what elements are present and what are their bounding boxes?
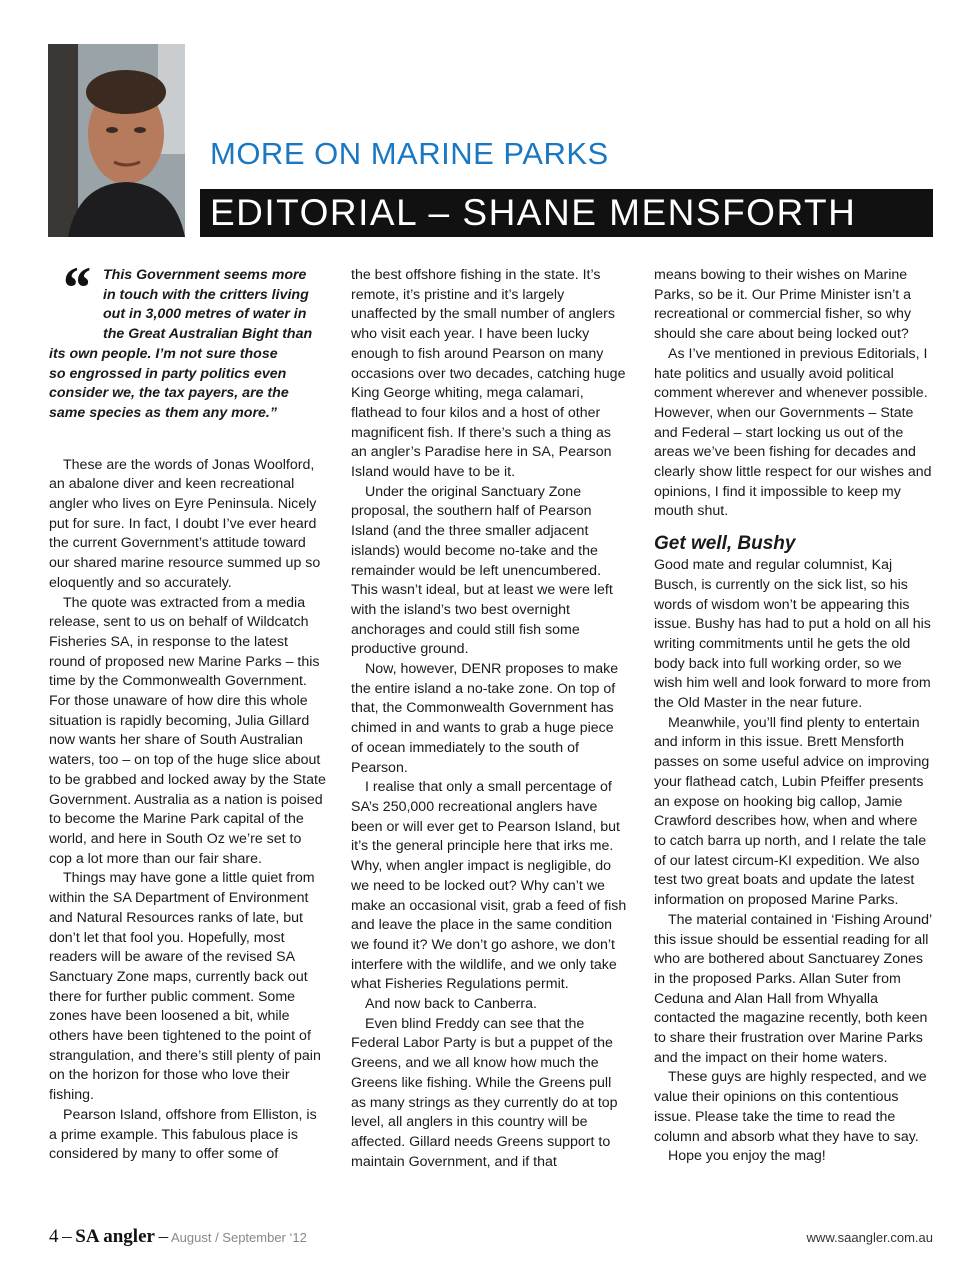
paragraph: And now back to Canberra.: [365, 996, 537, 1013]
pull-quote-line: in touch with the critters living: [103, 286, 309, 303]
website-link[interactable]: www.saangler.com.au: [806, 1230, 933, 1245]
paragraph: As I’ve mentioned in previous Editorials, I hate politics and usually avoid political comment wherever and whenever possible. However, when our Governments – State and Federal – start locking us out of the areas we’ve been fishing for decades and clearly show little respect for our wishes and opinions, I find it impossible to keep my mouth shut.: [654, 345, 932, 520]
pull-quote-line: the Great Australian Bight than: [103, 326, 313, 343]
issue-date: August / September ‘12: [170, 1230, 307, 1245]
paragraph: These are the words of Jonas Woolford, an abalone diver and keen recreational angler who lives on Eyre Peninsula. Nicely put for sure. In fact, I doubt I’ve ever heard the current Government’s attitude toward our shared marine resource summed up so eloquently and so accurately.: [49, 456, 321, 591]
paragraph: Even blind Freddy can see that the Federal Labor Party is but a puppet of the Greens, and we all know how much the Greens like fishing. While the Greens pull as many strings as they currently do at top level, all anglers in this country will be affected. Gillard needs Greens support to maintain Government, and if that: [351, 1015, 618, 1170]
footer-separator: –: [158, 1226, 169, 1247]
paragraph: Pearson Island, offshore from Elliston, is a prime example. This fabulous place is considered by many to offer some of: [49, 1106, 317, 1163]
pull-quote-line: its own people. I’m not sure those: [49, 345, 278, 362]
paragraph: I realise that only a small percentage of SA’s 250,000 recreational anglers have been or will ever get to Pearson Island, but it’s the general principle here that irks me. Why, when angler impact is negligible, do we need to be locked out? Why can’t we make an occasional visit, grab a feed of fish and leave the place in the same condition we found it? We don’t go ashore, we don’t interfere with the wildlife, and we only take what Fisheries Regulations permit.: [351, 779, 627, 993]
paragraph: Good mate and regular columnist, Kaj Busch, is currently on the sick list, so his words of wisdom won’t be appearing this issue. Bushy has had to put a hold on all his writing commitments until he gets the old body back into full working order, so we wish him well and look forward to more from the Old Master in the near future.: [654, 557, 931, 712]
paragraph: Meanwhile, you’ll find plenty to entertain and inform in this issue. Brett Mensforth passes on some useful advice on improving your flathead catch, Lubin Pfeiffer presents an expose on hooking big callop, Jamie Crawford describes how, when and where to catch barra up north, and I relate the tale of our latest circum-KI expedition. We also test two great boats and update the latest information on proposed Marine Parks.: [654, 714, 930, 909]
paragraph: the best offshore fishing in the state. It’s remote, it’s pristine and it’s largely unaffected by the small number of anglers who visit each year. I have been lucky enough to fish around Pearson on many occasions over two decades, catching huge King George whiting, mega calamari, flathead to four kilos and a host of other magnificent fish. If there’s such a thing as an angler’s Paradise here in SA, Pearson Island would have to be it.: [351, 267, 626, 481]
column-3: [654, 266, 932, 1167]
author-photo: [48, 44, 185, 237]
pull-quote-line: so engrossed in party politics even: [49, 365, 287, 382]
footer-left: [49, 1226, 307, 1248]
page-title: EDITORIAL – SHANE MENSFORTH: [200, 189, 933, 237]
paragraph: Under the original Sanctuary Zone proposal, the southern half of Pearson Island (and the three smaller adjacent islands) would become no-take and the remainder would be left unencumbered. This wasn’t ideal, but at least we were left with the island’s two best overnight anchorages and could still fish some productive ground.: [351, 483, 613, 658]
page-number: 4: [49, 1226, 59, 1247]
pull-quote-line: This Government seems more: [103, 267, 307, 283]
paragraph: These guys are highly respected, and we value their opinions on this contentious issue. Please take the time to read the column and absorb what they have to say.: [654, 1069, 927, 1145]
page-footer: [49, 1226, 933, 1248]
quote-mark: “: [60, 255, 90, 321]
column-2: [351, 266, 629, 1172]
paragraph: Hope you enjoy the mag!: [668, 1148, 826, 1165]
pull-quote-line: out in 3,000 metres of water in: [103, 306, 307, 323]
paragraph: Things may have gone a little quiet from within the SA Department of Environment and Natural Resources ranks of late, but don’t let that fool you. Hopefully, most readers will be aware of the revised SA Sanctuary Zone maps, currently back out there for further public comment. Some zones have been loosened a bit, while others have been tightened to the point of strangulation, and there’s still plenty of pain on the horizon for those who love their fishing.: [49, 870, 321, 1104]
subheading: Get well, Bushy: [654, 533, 796, 555]
pull-quote: [49, 266, 327, 424]
paragraph: means bowing to their wishes on Marine Parks, so be it. Our Prime Minister isn’t a recreational or commercial fisher, so why should she care about being locked out?: [654, 267, 912, 343]
column-1: [49, 266, 327, 1165]
paragraph: The quote was extracted from a media release, sent to us on behalf of Wildcatch Fisheries SA, in response to the latest round of proposed new Marine Parks – this time by the Commonwealth Government. For those unaware of how dire this whole situation is rapidly becoming, Julia Gillard now wants her share of South Australian waters, too – on top of the huge slice about to be grabbed and locked away by the State Government. Australia as a nation is poised to become the Marine Park capital of the world, and here in South Oz we’re set to cop a lot more than our fair share.: [49, 594, 326, 867]
section-kicker: MORE ON MARINE PARKS: [210, 136, 609, 171]
pull-quote-line: consider we, the tax payers, are the: [49, 385, 289, 402]
magazine-name: SA angler: [75, 1226, 155, 1247]
paragraph: Now, however, DENR proposes to make the entire island a no-take zone. On top of that, the Commonwealth Government has chimed in and wants to grab a huge piece of ocean immediately to the south of Pearson.: [351, 661, 619, 776]
pull-quote-line: same species as them any more.”: [49, 404, 277, 421]
footer-separator: –: [62, 1226, 72, 1247]
paragraph: The material contained in ‘Fishing Around’ this issue should be essential reading for all who are bothered about Sanctuarey Zones in the proposed Parks. Allan Suter from Ceduna and Alan Hall from Whyalla contacted the magazine recently, both keen to share their frustration over Marine Parks and the impact on their home waters.: [654, 911, 932, 1066]
